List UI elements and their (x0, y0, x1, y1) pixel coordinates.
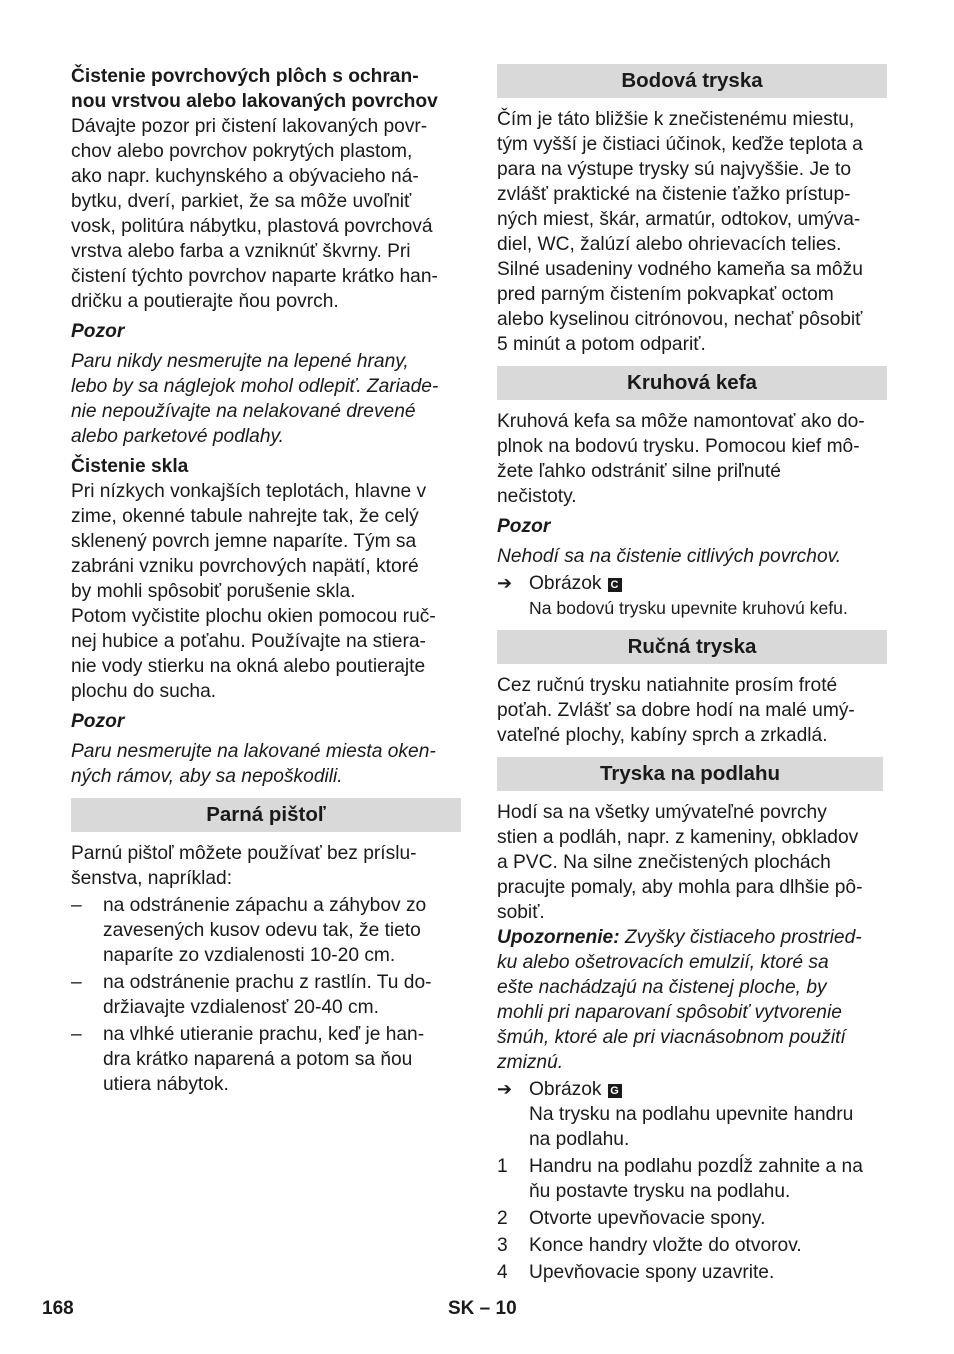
step-number: 2 (497, 1208, 508, 1229)
right-column (497, 64, 887, 1285)
figure-reference: ➔ Obrázok C (497, 571, 887, 596)
section-page-label: SK – 10 (448, 1298, 517, 1319)
heading-surface-cleaning: Čistenie povrchových plôch s ochran- nou vrstvou alebo lakovaných povrchov (71, 66, 438, 112)
list-item: – na odstránenie prachu z rastlín. Tu do- držiavajte vzdialenosť 20-40 cm. (71, 972, 432, 1018)
paragraph-round-brush: Kruhová kefa sa môže namontovať ako do- plnok na bodovú trysku. Pomocou kief mô- žete ľahko odstrániť silne priľnuté nečistoty. (497, 411, 865, 507)
arrow-right-icon: ➔ (497, 573, 513, 593)
page-number: 168 (42, 1298, 74, 1319)
paragraph-steam-pistol: Parnú pištoľ môžete používať bez príslu- šenstva, napríklad: (71, 843, 417, 889)
step-number: 4 (497, 1262, 508, 1283)
dash-marker: – (71, 972, 82, 993)
dash-marker: – (71, 895, 82, 916)
figure-instruction: Na bodovú trysku upevnite kruhovú kefu. (529, 598, 848, 618)
step-item: 3 Konce handry vložte do otvorov. (497, 1235, 802, 1256)
section-point-nozzle: Bodová tryska (497, 64, 887, 98)
section-floor-nozzle: Tryska na podlahu (497, 757, 883, 791)
paragraph-hand-nozzle: Cez ručnú trysku natiahnite prosím froté poťah. Zvlášť sa dobre hodí na malé umý- vateľné plochy, kabíny sprch a zrkadlá. (497, 675, 855, 746)
caution-label: Pozor (71, 711, 125, 732)
paragraph-floor-nozzle: Hodí sa na všetky umývateľné povrchy stien a podláh, napr. z kameniny, obkladov a PVC. Na silne znečistených plochách pracujte pomaly, aby mohla para dlhšie pô- sobiť. (497, 802, 863, 923)
paragraph-surface-cleaning: Dávajte pozor pri čistení lakovaných povr- chov alebo povrchov pokrytých plastom, ako napr. kuchynského a obývacieho ná- bytku, dverí, parkiet, že sa môže uvoľniť vosk, politúra nábytku, plastová povrchová vrstva alebo farba a vzniknúť škvrny. Pri čistení týchto povrchov naparte krátko han- dričku a poutierajte ňou povrch. (71, 116, 438, 312)
note-label: Upozornenie: (497, 927, 620, 948)
paragraph-point-nozzle: Čím je táto bližšie k znečistenému miestu, tým vyšší je čistiaci účinok, keďže teplota a para na výstupe trysky sú najvyššie. Je to zvlášť praktické na čistenie ťažko prístup- ných miest, škár, armatúr, odtokov, umýva- diel, WC, žalúzí alebo ohrievacích telies. Silné usadeniny vodného kameňa sa môžu pred parným čistením pokvapkať octom alebo kyselinou citrónovou, nechať pôsobiť 5 minút a potom odpariť. (497, 109, 863, 355)
caution-text: Nehodí sa na čistenie citlivých povrchov. (497, 546, 842, 567)
section-hand-nozzle: Ručná tryska (497, 630, 887, 664)
section-round-brush: Kruhová kefa (497, 366, 887, 400)
figure-letter-badge: C (608, 578, 622, 592)
caution-text: Paru nesmerujte na lakované miesta oken- ných rámov, aby sa nepoškodili. (71, 741, 436, 787)
caution-label: Pozor (497, 516, 551, 537)
caution-label: Pozor (71, 321, 125, 342)
step-item: 2 Otvorte upevňovacie spony. (497, 1208, 766, 1229)
paragraph-glass-1: Pri nízkych vonkajších teplotách, hlavne v zime, okenné tabule nahrejte tak, že celý sklenený povrch jemne naparíte. Tým sa zabráni vzniku povrchových napätí, ktoré by mohli spôsobiť porušenie skla. (71, 481, 427, 602)
paragraph-glass-2: Potom vyčistite plochu okien pomocou ruč- nej hubice a poťahu. Používajte na stiera- nie vody stierku na okná alebo poutierajte plochu do sucha. (71, 606, 436, 702)
figure-reference: ➔ Obrázok G (497, 1077, 887, 1102)
dash-marker: – (71, 1024, 82, 1045)
step-number: 1 (497, 1156, 508, 1177)
step-item: 1 Handru na podlahu pozdĺž zahnite a na ňu postavte trysku na podlahu. (497, 1156, 863, 1202)
heading-glass-cleaning: Čistenie skla (71, 456, 189, 477)
note-paragraph: Upozornenie: Zvyšky čistiaceho prostried- ku alebo ošetrovacích emulzií, ktoré sa ešte nachádzajú na čistenej ploche, by mohli pri naparovaní spôsobiť vytvorenie šmúh, ktoré ale pri viacnásobnom použití zmiznú. (497, 927, 862, 1073)
figure-letter-badge: G (608, 1084, 622, 1098)
figure-instruction: Na trysku na podlahu upevnite handru na podlahu. (529, 1104, 854, 1150)
step-item: 4 Upevňovacie spony uzavrite. (497, 1262, 775, 1283)
list-item: – na vlhké utieranie prachu, keď je han- dra krátko naparená a potom sa ňou utiera nábytok. (71, 1024, 425, 1095)
list-item: – na odstránenie zápachu a záhybov zo zavesených kusov odevu tak, že tieto naparíte zo vzdialenosti 10-20 cm. (71, 895, 427, 966)
left-column (71, 64, 461, 1097)
caution-text: Paru nikdy nesmerujte na lepené hrany, lebo by sa náglejok mohol odlepiť. Zariade- nie nepoužívajte na nelakované drevené alebo parketové podlahy. (71, 351, 439, 447)
step-number: 3 (497, 1235, 508, 1256)
arrow-right-icon: ➔ (497, 1079, 513, 1099)
section-steam-pistol: Parná pištoľ (71, 798, 461, 832)
